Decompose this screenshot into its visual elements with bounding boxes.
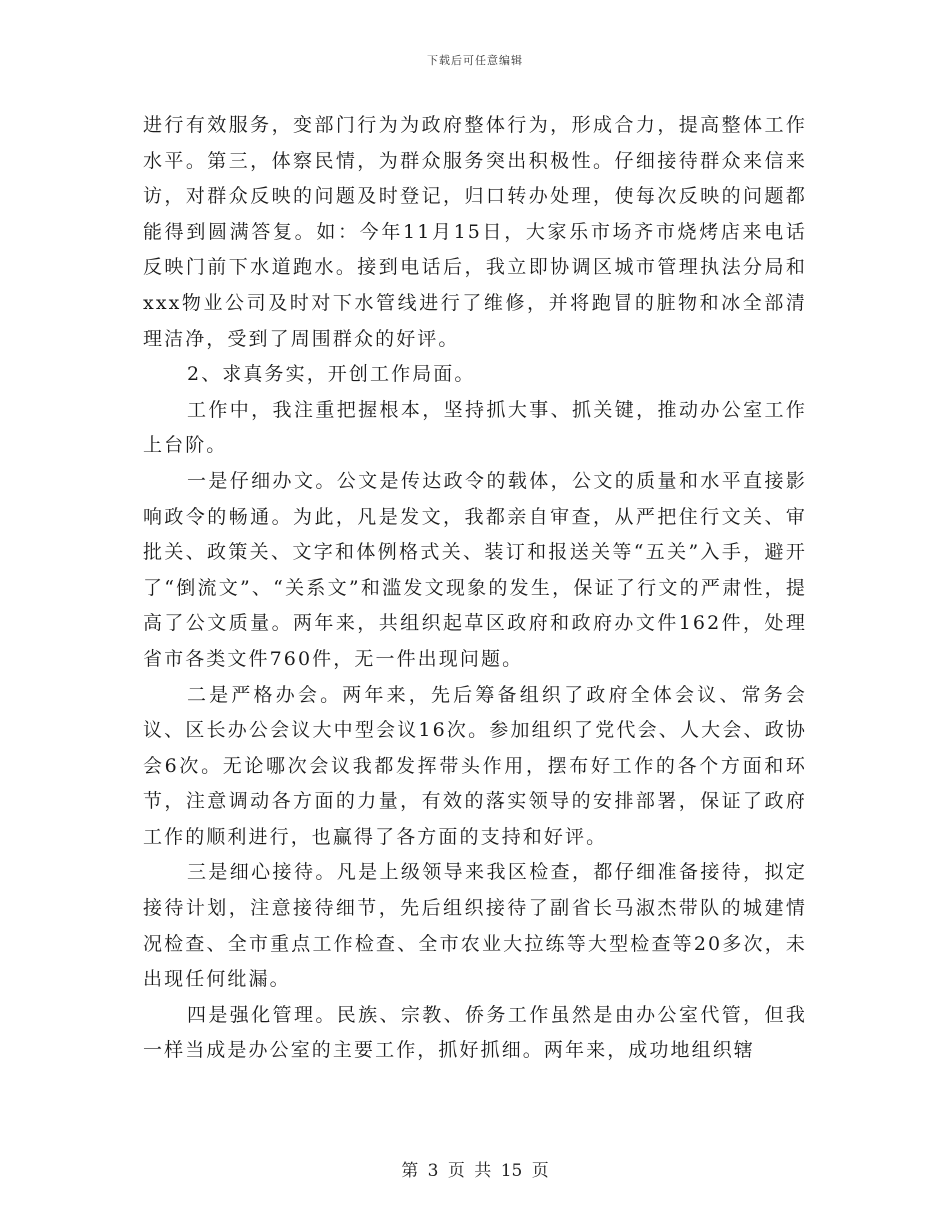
paragraph: 进行有效服务，变部门行为为政府整体行为，形成合力，提高整体工作水平。第三，体察民情，为群众服务突出积极性。仔细接待群众来信来访，对群众反映的问题及时登记，归口转办处理，使每次反映的问题都能得到圆满答复。如：今年11月15日，大家乐市场齐市烧烤店来电话反映门前下水道跑水。接到电话后，我立即协调区城市管理执法分局和xxx物业公司及时对下水管线进行了维修，并将跑冒的脏物和冰全部清理洁净，受到了周围群众的好评。 bbox=[143, 114, 807, 350]
paragraph: 三是细心接待。凡是上级领导来我区检查，都仔细准备接待，拟定接待计划，注意接待细节，先后组织接待了副省长马淑杰带队的城建情况检查、全市重点工作检查、全市农业大拉练等大型检查等20多次，未出现任何纰漏。 bbox=[143, 861, 807, 991]
paragraph: 四是强化管理。民族、宗教、侨务工作虽然是由办公室代管，但我一样当成是办公室的主要工作，抓好抓细。两年来，成功地组织辖 bbox=[143, 1003, 807, 1062]
header-note: 下载后可任意编辑 bbox=[427, 54, 523, 67]
paragraph: 二是严格办会。两年来，先后筹备组织了政府全体会议、常务会议、区长办公会议大中型会议16次。参加组织了党代会、人大会、政协会6次。无论哪次会议我都发挥带头作用，摆布好工作的各个方面和环节，注意调动各方面的力量，有效的落实领导的安排部署，保证了政府工作的顺利进行，也赢得了各方面的支持和好评。 bbox=[143, 683, 807, 848]
paragraph: 2、求真务实，开创工作局面。 bbox=[187, 363, 476, 386]
body-text bbox=[143, 108, 807, 1069]
paragraph: 工作中，我注重把握根本，坚持抓大事、抓关键，推动办公室工作上台阶。 bbox=[143, 398, 807, 457]
paragraph: 一是仔细办文。公文是传达政令的载体，公文的质量和水平直接影响政令的畅通。为此，凡是发文，我都亲自审查，从严把住行文关、审批关、政策关、文字和体例格式关、装订和报送关等“五关”入手，避开了“倒流文”、“关系文”和滥发文现象的发生，保证了行文的严肃性，提高了公文质量。两年来，共组织起草区政府和政府办文件162件，处理省市各类文件760件，无一件出现问题。 bbox=[143, 469, 807, 670]
page-number-footer: 第 3 页 共 15 页 bbox=[401, 1161, 549, 1181]
